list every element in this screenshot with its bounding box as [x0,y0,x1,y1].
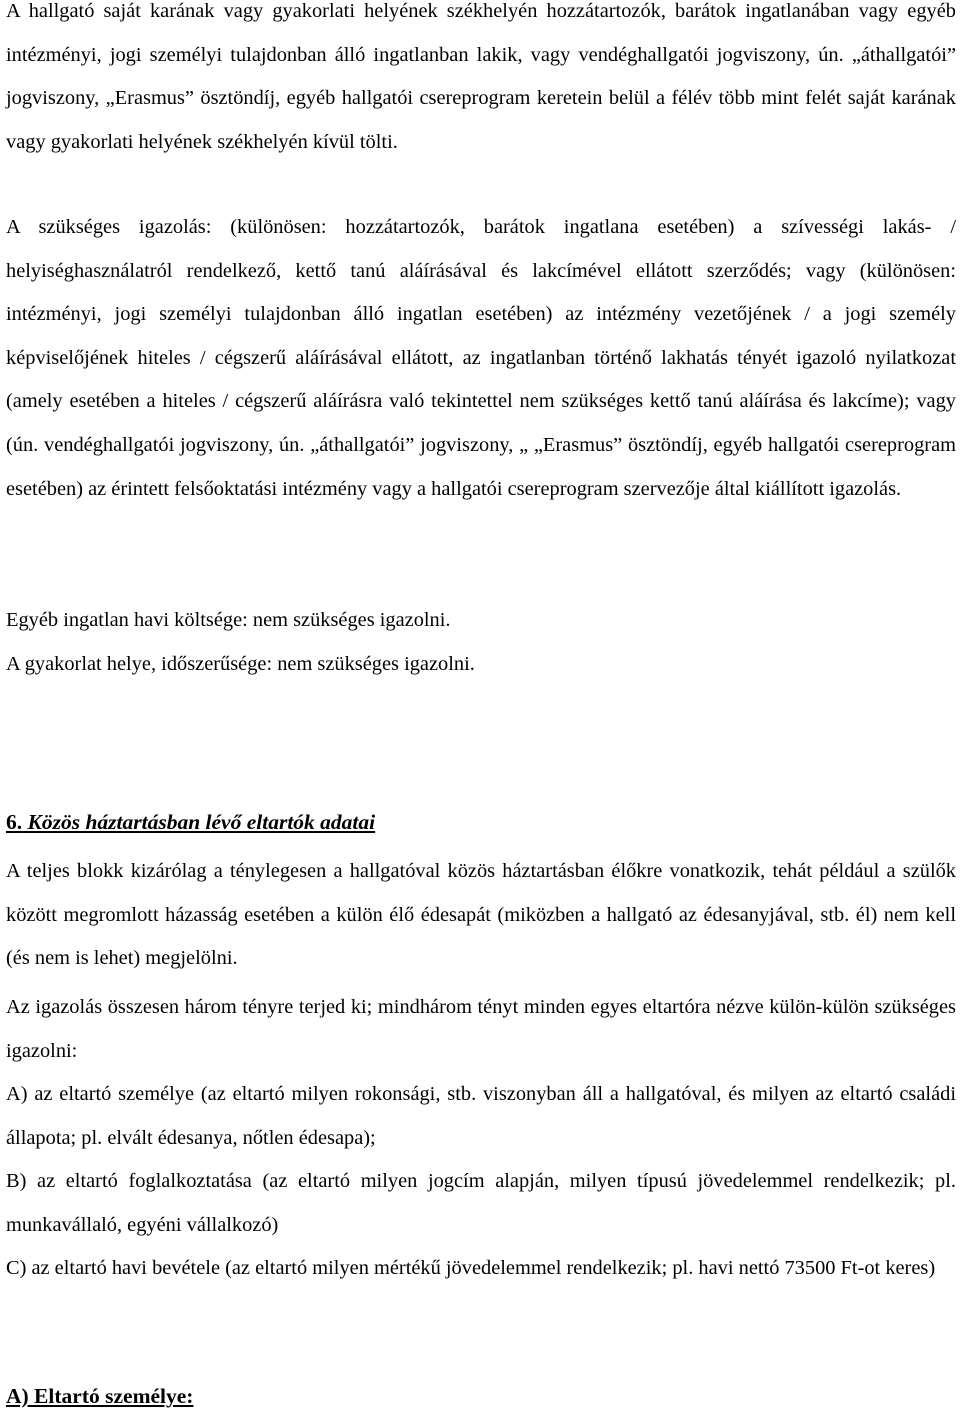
subsection-heading-a: A) Eltartó személye: [6,1384,194,1408]
paragraph-item-a: A) az eltartó személye (az eltartó milyen rokonsági, stb. viszonyban áll a hallgatóval, és milyen az eltartó családi állapota; pl. elvált édesanya, nőtlen édesapa); [6,1083,956,1149]
section-number: 6. [6,810,23,834]
paragraph-other-property-cost: Egyéb ingatlan havi költsége: nem szükséges igazolni. [6,609,451,631]
paragraph-practice-location: A gyakorlat helye, időszerűsége: nem szükséges igazolni. [6,653,475,675]
section-title: Közös háztartásban lévő eltartók adatai [27,810,376,834]
paragraph-required-certificate: A szükséges igazolás: (különösen: hozzátartozók, barátok ingatlana esetében) a szívességi lakás- / helyiséghasználatról rendelkező, kettő tanú aláírásával és lakcímével ellátott szerződés; vagy (különösen: intézményi, jogi személyi tulajdonban álló ingatlan esetében) az intézmény vezetőjének / a jogi személy képviselőjének hiteles / cégszerű aláírásával ellátott, az ingatlanban történő lakhatás tényét igazoló nyilatkozat (amely esetében a hiteles / cégszerű aláírásra való tekintettel nem szükséges kettő tanú aláírása és lakcíme); vagy (ún. vendéghallgatói jogviszony, ún. „áthallgatói” jogviszony, „ „Erasmus” ösztöndíj, egyéb hallgatói csereprogram esetében) az érintett felsőoktatási intézmény vagy a hallgatói csereprogram szervezője által kiállított igazolás. [6,216,956,500]
paragraph-item-c: C) az eltartó havi bevétele (az eltartó milyen mértékű jövedelemmel rendelkezik; pl. havi nettó 73500 Ft-ot keres) [6,1257,936,1279]
paragraph-household-scope: A teljes blokk kizárólag a ténylegesen a hallgatóval közös háztartásban élőkre vonatkozik, tehát például a szülők között megromlott házasság esetében a külön élő édesapát (miközben a hallgató az édesanyjával, stb. él) nem kell (és nem is lehet) megjelölni. [6,860,956,970]
section-heading-6 [6,807,375,837]
paragraph-item-b: B) az eltartó foglalkoztatása (az eltartó milyen jogcím alapján, milyen típusú jövedelemmel rendelkezik; pl. munkavállaló, egyéni vállalkozó) [6,1170,956,1236]
paragraph-three-facts: Az igazolás összesen három tényre terjed ki; mindhárom tényt minden egyes eltartóra nézve külön-külön szükséges igazolni: [6,996,956,1062]
paragraph-residence-conditions: A hallgató saját karának vagy gyakorlati helyének székhelyén hozzátartozók, barátok ingatlanában vagy egyéb intézményi, jogi személyi tulajdonban álló ingatlanban lakik, vagy vendéghallgatói jogviszony, ún. „áthallgatói” jogviszony, „Erasmus” ösztöndíj, egyéb hallgatói csereprogram keretein belül a félév több mint felét saját karának vagy gyakorlati helyének székhelyén kívül tölti. [6,0,956,153]
